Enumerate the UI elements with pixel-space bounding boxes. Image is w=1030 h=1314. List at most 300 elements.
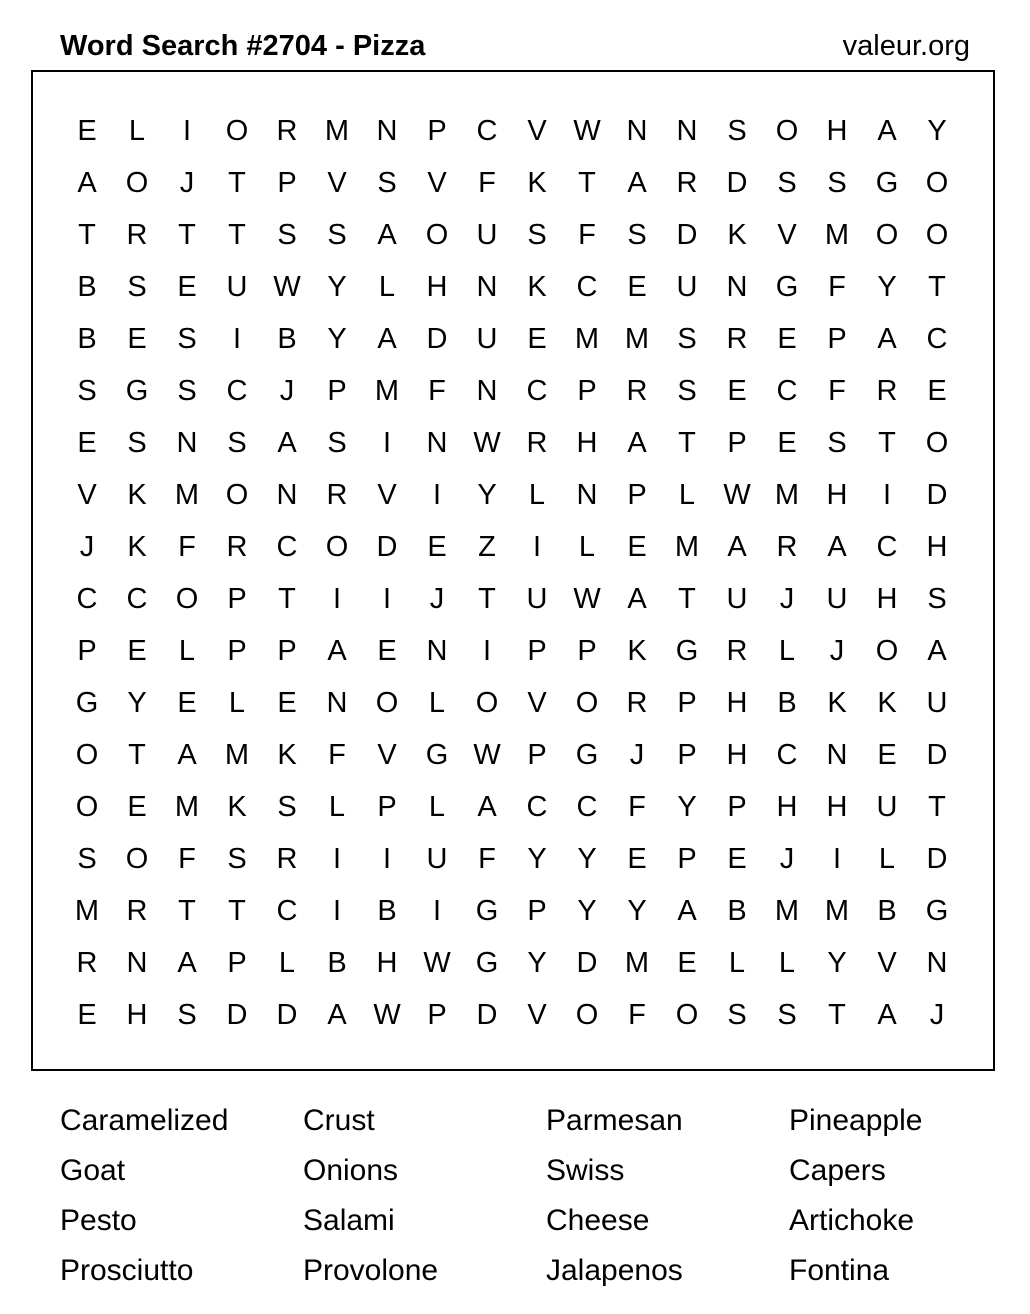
grid-cell[interactable]: U: [676, 270, 698, 303]
grid-cell[interactable]: I: [882, 478, 892, 511]
grid-cell[interactable]: I: [482, 634, 492, 667]
grid-cell[interactable]: T: [678, 426, 696, 459]
grid-cell[interactable]: W: [573, 114, 601, 147]
grid-cell[interactable]: O: [75, 790, 99, 823]
grid-cell[interactable]: M: [224, 738, 250, 771]
grid-cell[interactable]: W: [473, 426, 501, 459]
grid-cell[interactable]: S: [127, 270, 147, 303]
grid-cell[interactable]: T: [928, 790, 946, 823]
grid-cell[interactable]: G: [925, 894, 949, 927]
grid-cell[interactable]: L: [728, 946, 746, 979]
grid-cell[interactable]: M: [174, 478, 200, 511]
grid-cell[interactable]: E: [177, 686, 197, 719]
grid-cell[interactable]: E: [377, 634, 397, 667]
grid-cell[interactable]: D: [926, 738, 948, 771]
grid-cell[interactable]: G: [875, 166, 899, 199]
grid-cell[interactable]: O: [925, 218, 949, 251]
grid-cell[interactable]: G: [675, 634, 699, 667]
grid-cell[interactable]: R: [876, 374, 898, 407]
grid-cell[interactable]: Y: [327, 270, 347, 303]
grid-cell[interactable]: V: [877, 946, 897, 979]
grid-cell[interactable]: M: [774, 894, 800, 927]
grid-cell[interactable]: R: [76, 946, 98, 979]
grid-cell[interactable]: T: [128, 738, 146, 771]
grid-cell[interactable]: E: [127, 322, 147, 355]
grid-cell[interactable]: A: [277, 426, 297, 459]
grid-cell[interactable]: N: [826, 738, 848, 771]
grid-cell[interactable]: S: [227, 426, 247, 459]
grid-cell[interactable]: K: [277, 738, 297, 771]
grid-cell[interactable]: A: [327, 998, 347, 1031]
grid-cell[interactable]: D: [476, 998, 498, 1031]
grid-cell[interactable]: O: [575, 998, 599, 1031]
grid-cell[interactable]: K: [727, 218, 747, 251]
grid-cell[interactable]: S: [377, 166, 397, 199]
grid-cell[interactable]: S: [227, 842, 247, 875]
grid-cell[interactable]: E: [777, 322, 797, 355]
grid-cell[interactable]: K: [127, 478, 147, 511]
grid-cell[interactable]: T: [228, 894, 246, 927]
grid-cell[interactable]: B: [277, 322, 297, 355]
grid-cell[interactable]: Y: [527, 842, 547, 875]
grid-cell[interactable]: N: [426, 634, 448, 667]
grid-cell[interactable]: U: [426, 842, 448, 875]
grid-cell[interactable]: C: [776, 738, 798, 771]
grid-cell[interactable]: C: [926, 322, 948, 355]
grid-cell[interactable]: T: [878, 426, 896, 459]
grid-cell[interactable]: S: [327, 218, 347, 251]
grid-cell[interactable]: N: [176, 426, 198, 459]
grid-cell[interactable]: N: [476, 374, 498, 407]
grid-cell[interactable]: O: [425, 218, 449, 251]
grid-cell[interactable]: I: [532, 530, 542, 563]
grid-cell[interactable]: A: [877, 998, 897, 1031]
grid-cell[interactable]: R: [726, 322, 748, 355]
grid-cell[interactable]: D: [226, 998, 248, 1031]
grid-cell[interactable]: S: [77, 374, 97, 407]
grid-cell[interactable]: Y: [527, 946, 547, 979]
grid-cell[interactable]: H: [826, 790, 848, 823]
grid-cell[interactable]: D: [426, 322, 448, 355]
grid-cell[interactable]: W: [373, 998, 401, 1031]
grid-cell[interactable]: A: [877, 114, 897, 147]
grid-cell[interactable]: L: [578, 530, 596, 563]
grid-cell[interactable]: S: [627, 218, 647, 251]
grid-cell[interactable]: T: [178, 894, 196, 927]
grid-cell[interactable]: I: [382, 842, 392, 875]
grid-cell[interactable]: V: [527, 998, 547, 1031]
grid-cell[interactable]: K: [827, 686, 847, 719]
grid-cell[interactable]: N: [276, 478, 298, 511]
grid-cell[interactable]: G: [75, 686, 99, 719]
grid-cell[interactable]: O: [675, 998, 699, 1031]
grid-cell[interactable]: N: [476, 270, 498, 303]
grid-cell[interactable]: I: [332, 894, 342, 927]
grid-cell[interactable]: E: [627, 842, 647, 875]
grid-cell[interactable]: J: [279, 374, 295, 407]
grid-cell[interactable]: H: [376, 946, 398, 979]
grid-cell[interactable]: U: [476, 218, 498, 251]
grid-cell[interactable]: V: [377, 478, 397, 511]
grid-cell[interactable]: S: [827, 426, 847, 459]
grid-cell[interactable]: N: [426, 426, 448, 459]
grid-cell[interactable]: I: [432, 894, 442, 927]
grid-cell[interactable]: E: [177, 270, 197, 303]
grid-cell[interactable]: H: [726, 686, 748, 719]
grid-cell[interactable]: L: [428, 686, 446, 719]
grid-cell[interactable]: O: [475, 686, 499, 719]
grid-cell[interactable]: L: [128, 114, 146, 147]
grid-cell[interactable]: T: [228, 166, 246, 199]
grid-cell[interactable]: P: [277, 166, 297, 199]
grid-cell[interactable]: S: [727, 998, 747, 1031]
grid-cell[interactable]: F: [828, 374, 846, 407]
grid-cell[interactable]: W: [573, 582, 601, 615]
grid-cell[interactable]: O: [325, 530, 349, 563]
grid-cell[interactable]: G: [775, 270, 799, 303]
grid-cell[interactable]: Y: [327, 322, 347, 355]
grid-cell[interactable]: W: [423, 946, 451, 979]
grid-cell[interactable]: L: [378, 270, 396, 303]
grid-cell[interactable]: K: [877, 686, 897, 719]
grid-cell[interactable]: A: [377, 322, 397, 355]
grid-cell[interactable]: T: [278, 582, 296, 615]
grid-cell[interactable]: D: [576, 946, 598, 979]
grid-cell[interactable]: Y: [877, 270, 897, 303]
grid-cell[interactable]: S: [177, 322, 197, 355]
grid-cell[interactable]: C: [576, 790, 598, 823]
grid-cell[interactable]: P: [727, 790, 747, 823]
grid-cell[interactable]: Y: [677, 790, 697, 823]
grid-cell[interactable]: B: [777, 686, 797, 719]
grid-cell[interactable]: A: [877, 322, 897, 355]
grid-cell[interactable]: S: [527, 218, 547, 251]
grid-cell[interactable]: I: [382, 426, 392, 459]
grid-cell[interactable]: D: [926, 842, 948, 875]
grid-cell[interactable]: S: [827, 166, 847, 199]
grid-cell[interactable]: D: [676, 218, 698, 251]
grid-cell[interactable]: H: [426, 270, 448, 303]
grid-cell[interactable]: T: [578, 166, 596, 199]
grid-cell[interactable]: M: [774, 478, 800, 511]
grid-cell[interactable]: T: [78, 218, 96, 251]
grid-cell[interactable]: A: [327, 634, 347, 667]
grid-cell[interactable]: F: [628, 790, 646, 823]
grid-cell[interactable]: E: [77, 426, 97, 459]
grid-cell[interactable]: R: [526, 426, 548, 459]
grid-cell[interactable]: M: [374, 374, 400, 407]
grid-cell[interactable]: O: [375, 686, 399, 719]
grid-cell[interactable]: S: [327, 426, 347, 459]
grid-cell[interactable]: K: [627, 634, 647, 667]
grid-cell[interactable]: C: [526, 374, 548, 407]
grid-cell[interactable]: P: [677, 686, 697, 719]
grid-cell[interactable]: D: [276, 998, 298, 1031]
grid-cell[interactable]: A: [377, 218, 397, 251]
grid-cell[interactable]: T: [928, 270, 946, 303]
grid-cell[interactable]: P: [827, 322, 847, 355]
grid-cell[interactable]: M: [674, 530, 700, 563]
grid-cell[interactable]: N: [726, 270, 748, 303]
grid-cell[interactable]: O: [575, 686, 599, 719]
grid-cell[interactable]: Y: [827, 946, 847, 979]
grid-cell[interactable]: E: [127, 790, 147, 823]
grid-cell[interactable]: C: [576, 270, 598, 303]
grid-cell[interactable]: N: [576, 478, 598, 511]
grid-cell[interactable]: S: [177, 998, 197, 1031]
grid-cell[interactable]: B: [877, 894, 897, 927]
grid-cell[interactable]: J: [179, 166, 195, 199]
grid-cell[interactable]: K: [227, 790, 247, 823]
grid-cell[interactable]: B: [77, 270, 97, 303]
grid-cell[interactable]: K: [127, 530, 147, 563]
grid-cell[interactable]: R: [676, 166, 698, 199]
grid-cell[interactable]: P: [527, 894, 547, 927]
grid-cell[interactable]: V: [377, 738, 397, 771]
grid-cell[interactable]: O: [175, 582, 199, 615]
grid-cell[interactable]: T: [228, 218, 246, 251]
grid-cell[interactable]: C: [526, 790, 548, 823]
grid-cell[interactable]: H: [776, 790, 798, 823]
grid-cell[interactable]: N: [326, 686, 348, 719]
grid-cell[interactable]: E: [77, 998, 97, 1031]
grid-cell[interactable]: G: [475, 894, 499, 927]
grid-cell[interactable]: R: [626, 374, 648, 407]
grid-cell[interactable]: I: [182, 114, 192, 147]
grid-cell[interactable]: P: [377, 790, 397, 823]
grid-cell[interactable]: M: [624, 322, 650, 355]
grid-cell[interactable]: F: [178, 530, 196, 563]
grid-cell[interactable]: Y: [627, 894, 647, 927]
grid-cell[interactable]: J: [779, 582, 795, 615]
grid-cell[interactable]: R: [126, 218, 148, 251]
grid-cell[interactable]: Z: [478, 530, 496, 563]
grid-cell[interactable]: M: [624, 946, 650, 979]
grid-cell[interactable]: I: [832, 842, 842, 875]
grid-cell[interactable]: F: [178, 842, 196, 875]
grid-cell[interactable]: R: [276, 842, 298, 875]
grid-cell[interactable]: R: [126, 894, 148, 927]
grid-cell[interactable]: J: [829, 634, 845, 667]
grid-cell[interactable]: W: [723, 478, 751, 511]
grid-cell[interactable]: V: [327, 166, 347, 199]
grid-cell[interactable]: Y: [577, 842, 597, 875]
grid-cell[interactable]: W: [473, 738, 501, 771]
grid-cell[interactable]: O: [75, 738, 99, 771]
grid-cell[interactable]: M: [574, 322, 600, 355]
grid-cell[interactable]: T: [478, 582, 496, 615]
grid-cell[interactable]: E: [777, 426, 797, 459]
grid-cell[interactable]: K: [527, 166, 547, 199]
grid-cell[interactable]: G: [475, 946, 499, 979]
grid-cell[interactable]: F: [328, 738, 346, 771]
grid-cell[interactable]: J: [929, 998, 945, 1031]
grid-cell[interactable]: N: [126, 946, 148, 979]
grid-cell[interactable]: U: [876, 790, 898, 823]
grid-cell[interactable]: A: [627, 166, 647, 199]
grid-cell[interactable]: O: [875, 218, 899, 251]
grid-cell[interactable]: S: [677, 374, 697, 407]
grid-cell[interactable]: L: [528, 478, 546, 511]
grid-cell[interactable]: E: [277, 686, 297, 719]
grid-cell[interactable]: S: [277, 218, 297, 251]
grid-cell[interactable]: G: [575, 738, 599, 771]
grid-cell[interactable]: O: [225, 478, 249, 511]
grid-cell[interactable]: O: [775, 114, 799, 147]
grid-cell[interactable]: U: [926, 686, 948, 719]
grid-cell[interactable]: A: [677, 894, 697, 927]
grid-cell[interactable]: L: [428, 790, 446, 823]
grid-cell[interactable]: E: [527, 322, 547, 355]
grid-cell[interactable]: O: [125, 842, 149, 875]
grid-cell[interactable]: P: [277, 634, 297, 667]
grid-cell[interactable]: Y: [927, 114, 947, 147]
grid-cell[interactable]: R: [276, 114, 298, 147]
grid-cell[interactable]: F: [578, 218, 596, 251]
grid-cell[interactable]: S: [277, 790, 297, 823]
grid-cell[interactable]: E: [727, 374, 747, 407]
grid-cell[interactable]: A: [827, 530, 847, 563]
grid-cell[interactable]: A: [477, 790, 497, 823]
grid-cell[interactable]: A: [77, 166, 97, 199]
grid-cell[interactable]: C: [476, 114, 498, 147]
grid-cell[interactable]: P: [527, 634, 547, 667]
grid-cell[interactable]: F: [428, 374, 446, 407]
grid-cell[interactable]: M: [324, 114, 350, 147]
grid-cell[interactable]: H: [726, 738, 748, 771]
grid-cell[interactable]: P: [427, 998, 447, 1031]
grid-cell[interactable]: P: [577, 634, 597, 667]
grid-cell[interactable]: V: [527, 686, 547, 719]
grid-cell[interactable]: R: [326, 478, 348, 511]
grid-cell[interactable]: J: [629, 738, 645, 771]
grid-cell[interactable]: I: [382, 582, 392, 615]
grid-cell[interactable]: E: [127, 634, 147, 667]
grid-cell[interactable]: E: [627, 530, 647, 563]
grid-cell[interactable]: M: [824, 218, 850, 251]
grid-cell[interactable]: I: [232, 322, 242, 355]
grid-cell[interactable]: D: [726, 166, 748, 199]
grid-cell[interactable]: U: [226, 270, 248, 303]
grid-cell[interactable]: L: [228, 686, 246, 719]
grid-cell[interactable]: J: [79, 530, 95, 563]
grid-cell[interactable]: P: [227, 582, 247, 615]
grid-cell[interactable]: U: [476, 322, 498, 355]
grid-cell[interactable]: O: [925, 166, 949, 199]
grid-cell[interactable]: C: [876, 530, 898, 563]
grid-cell[interactable]: R: [226, 530, 248, 563]
grid-cell[interactable]: T: [828, 998, 846, 1031]
grid-cell[interactable]: C: [76, 582, 98, 615]
grid-cell[interactable]: B: [77, 322, 97, 355]
grid-cell[interactable]: G: [425, 738, 449, 771]
grid-cell[interactable]: H: [826, 478, 848, 511]
grid-cell[interactable]: A: [627, 426, 647, 459]
grid-cell[interactable]: C: [226, 374, 248, 407]
grid-cell[interactable]: K: [527, 270, 547, 303]
grid-cell[interactable]: S: [677, 322, 697, 355]
grid-cell[interactable]: F: [478, 842, 496, 875]
grid-cell[interactable]: E: [927, 374, 947, 407]
grid-cell[interactable]: E: [627, 270, 647, 303]
grid-cell[interactable]: Y: [127, 686, 147, 719]
grid-cell[interactable]: N: [376, 114, 398, 147]
grid-cell[interactable]: A: [177, 738, 197, 771]
grid-cell[interactable]: C: [276, 530, 298, 563]
grid-cell[interactable]: L: [778, 634, 796, 667]
grid-cell[interactable]: N: [676, 114, 698, 147]
grid-cell[interactable]: I: [332, 582, 342, 615]
grid-cell[interactable]: E: [427, 530, 447, 563]
grid-cell[interactable]: G: [125, 374, 149, 407]
grid-cell[interactable]: S: [777, 998, 797, 1031]
grid-cell[interactable]: L: [178, 634, 196, 667]
grid-cell[interactable]: P: [227, 634, 247, 667]
grid-cell[interactable]: A: [727, 530, 747, 563]
grid-cell[interactable]: H: [826, 114, 848, 147]
grid-cell[interactable]: P: [227, 946, 247, 979]
grid-cell[interactable]: R: [776, 530, 798, 563]
grid-cell[interactable]: B: [377, 894, 397, 927]
grid-cell[interactable]: P: [677, 842, 697, 875]
grid-cell[interactable]: W: [273, 270, 301, 303]
grid-cell[interactable]: S: [727, 114, 747, 147]
grid-cell[interactable]: O: [925, 426, 949, 459]
grid-cell[interactable]: S: [777, 166, 797, 199]
grid-cell[interactable]: D: [376, 530, 398, 563]
grid-cell[interactable]: L: [678, 478, 696, 511]
grid-cell[interactable]: V: [527, 114, 547, 147]
grid-cell[interactable]: P: [77, 634, 97, 667]
grid-cell[interactable]: O: [875, 634, 899, 667]
grid-cell[interactable]: A: [627, 582, 647, 615]
grid-cell[interactable]: S: [127, 426, 147, 459]
grid-cell[interactable]: H: [576, 426, 598, 459]
grid-cell[interactable]: I: [432, 478, 442, 511]
grid-cell[interactable]: B: [727, 894, 747, 927]
grid-cell[interactable]: F: [828, 270, 846, 303]
grid-cell[interactable]: R: [726, 634, 748, 667]
grid-cell[interactable]: V: [777, 218, 797, 251]
grid-cell[interactable]: L: [328, 790, 346, 823]
grid-cell[interactable]: P: [627, 478, 647, 511]
grid-cell[interactable]: F: [628, 998, 646, 1031]
grid-cell[interactable]: A: [177, 946, 197, 979]
grid-cell[interactable]: E: [877, 738, 897, 771]
grid-cell[interactable]: H: [926, 530, 948, 563]
grid-cell[interactable]: D: [926, 478, 948, 511]
grid-cell[interactable]: V: [77, 478, 97, 511]
grid-cell[interactable]: P: [577, 374, 597, 407]
grid-cell[interactable]: R: [626, 686, 648, 719]
grid-cell[interactable]: U: [726, 582, 748, 615]
grid-cell[interactable]: L: [778, 946, 796, 979]
grid-cell[interactable]: C: [776, 374, 798, 407]
grid-cell[interactable]: T: [678, 582, 696, 615]
grid-cell[interactable]: P: [677, 738, 697, 771]
grid-cell[interactable]: N: [926, 946, 948, 979]
grid-cell[interactable]: E: [727, 842, 747, 875]
grid-cell[interactable]: P: [727, 426, 747, 459]
grid-cell[interactable]: N: [626, 114, 648, 147]
grid-cell[interactable]: B: [327, 946, 347, 979]
grid-cell[interactable]: U: [826, 582, 848, 615]
grid-cell[interactable]: A: [927, 634, 947, 667]
grid-cell[interactable]: M: [174, 790, 200, 823]
grid-cell[interactable]: I: [332, 842, 342, 875]
grid-cell[interactable]: Y: [477, 478, 497, 511]
grid-cell[interactable]: L: [278, 946, 296, 979]
